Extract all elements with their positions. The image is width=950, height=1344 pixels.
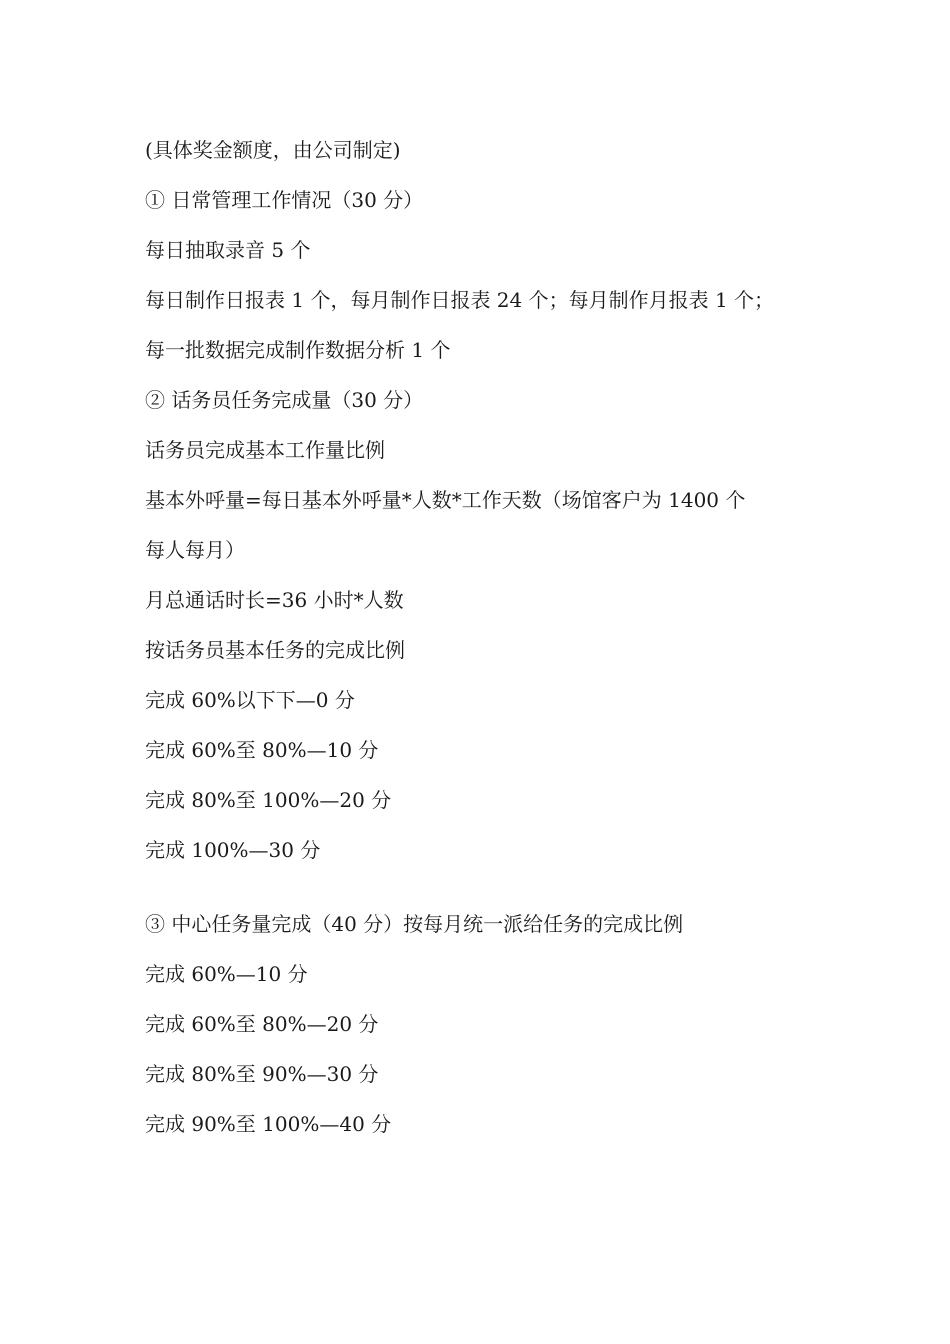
score-rule: 完成 60%以下下—0 分	[145, 688, 355, 712]
text-line: 按话务员基本任务的完成比例	[145, 638, 405, 662]
text-line: 月总通话时长=36 小时*人数	[145, 588, 404, 612]
text-line: 每日抽取录音 5 个	[145, 238, 311, 262]
text-line: 每日制作日报表 1 个，每月制作日报表 24 个；每月制作月报表 1 个；	[145, 288, 775, 312]
score-rule: 完成 60%至 80%—20 分	[145, 1012, 379, 1036]
section-3-heading: ③ 中心任务量完成（40 分）按每月统一派给任务的完成比例	[145, 912, 684, 936]
section-2-heading: ② 话务员任务完成量（30 分）	[145, 388, 424, 412]
score-rule: 完成 80%至 100%—20 分	[145, 788, 392, 812]
score-rule: 完成 90%至 100%—40 分	[145, 1112, 392, 1136]
text-line: 话务员完成基本工作量比例	[145, 438, 385, 462]
text-line: 每人每月）	[145, 538, 245, 562]
bonus-note: (具体奖金额度，由公司制定)	[145, 138, 401, 162]
section-1-heading: ① 日常管理工作情况（30 分）	[145, 188, 424, 212]
text-line: 基本外呼量=每日基本外呼量*人数*工作天数（场馆客户为 1400 个	[145, 488, 746, 512]
score-rule: 完成 60%至 80%—10 分	[145, 738, 379, 762]
score-rule: 完成 60%—10 分	[145, 962, 308, 986]
score-rule: 完成 80%至 90%—30 分	[145, 1062, 379, 1086]
text-line: 每一批数据完成制作数据分析 1 个	[145, 338, 451, 362]
score-rule: 完成 100%—30 分	[145, 838, 321, 862]
